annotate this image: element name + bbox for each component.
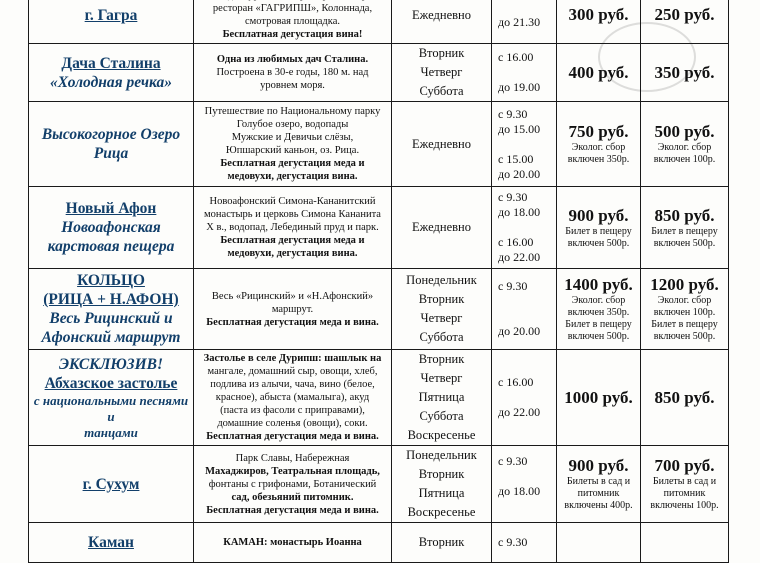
description-line: КАМАН: монастырь Иоанна [223,537,362,548]
table-row [29,0,729,44]
price-note: Билет в пещеру [565,319,632,330]
price-adult [557,350,641,446]
description-line: Парк Славы, Набережная [235,452,350,464]
table-row [29,350,729,446]
schedule-times [492,446,557,523]
time-label: с 16.00 [498,235,534,249]
day-label: Вторник [418,535,465,549]
time-label [498,469,556,484]
time-label: до 18.00 [498,484,541,498]
description-line: Построена в 30-е годы, 180 м. над [216,67,369,78]
time-label [498,309,556,324]
title-line: (РИЦА + Н.АФОН) [43,291,179,308]
price-note: включены 100р. [650,500,719,511]
excursion-title [29,102,194,187]
description-line: Новоафонский Симона-Кананитский [209,196,376,207]
description-line: X в., водопад, Лебединый пруд и парк. [206,222,379,233]
schedule-times [492,350,557,446]
title-line: Каман [88,534,134,551]
time-label [498,0,556,15]
description-line: подлива из алычи, чача, вино (белое, [210,379,375,390]
description-line: сад, обезьяний питомник. [231,491,354,503]
title-line: Афонский маршрут [41,329,181,346]
price-value: 900 руб. [568,205,629,225]
excursion-title [29,350,194,446]
time-label: до 20.00 [498,166,541,181]
price-value: 750 руб. [568,122,629,141]
title-line: Дача Сталина [61,54,161,72]
day-label: Понедельник [406,273,477,287]
day-label: Суббота [419,409,464,423]
price-value: 700 руб. [654,456,715,475]
time-label [498,65,556,80]
time-label: с 9.30 [498,535,528,549]
excursion-title [29,0,194,44]
table-row [29,269,729,350]
title-line: с национальными песнями и [33,392,189,424]
table-row [29,102,729,187]
schedule-times [492,0,557,44]
table-row [29,446,729,523]
description-line: домашние соленья (овощи), соки. [217,418,368,429]
price-child [641,350,729,446]
time-label [498,499,556,514]
day-label: Пятница [418,486,465,500]
time-label [498,360,556,375]
price-note: Эколог. сбор [571,142,626,153]
price-note: включен 500р. [567,331,630,342]
price-note: Билет в пещеру [565,225,632,237]
price-note: включены 400р. [564,500,633,511]
price-value: 1400 руб. [564,275,633,294]
description-line: Путешествие по Национальному парку [204,106,381,117]
title-line: Новоафонская [61,219,161,236]
time-label: до 15.00 [498,121,541,136]
time-label: до 22.00 [498,250,541,264]
day-label: Ежедневно [412,7,471,22]
price-adult [557,269,641,350]
excursion-description [194,523,392,563]
schedule-days [392,187,492,269]
excursion-title [29,446,194,523]
schedule-days [392,102,492,187]
price-note: Билеты в сад и [566,476,631,487]
time-label: до 18.00 [498,205,541,219]
schedule-times [492,523,557,563]
schedule-days [392,269,492,350]
price-note: Билеты в сад и [652,476,717,487]
excursion-table [28,0,729,563]
price-value: 400 руб. [568,62,629,82]
time-label [498,390,556,405]
day-label: Понедельник [406,448,477,462]
time-label: с 9.30 [498,279,528,293]
price-adult [557,446,641,523]
schedule-times [492,44,557,102]
day-label: Вторник [418,467,465,481]
description-line: Бесплатная дегустация меда и вина. [206,316,379,328]
description-line: мангале, домашний сыр, овощи, хлеб, [207,366,378,377]
title-line: Абхазское застолье [44,374,178,392]
excursion-description [194,269,392,350]
time-label: до 22.00 [498,405,541,419]
price-child [641,187,729,269]
schedule-times [492,269,557,350]
price-child [641,0,729,44]
table-row [29,187,729,269]
description-line: (паста из фасоли с приправами), [220,405,365,416]
day-label: Пятница [418,390,465,404]
time-label: до 19.00 [498,80,541,94]
price-value: 1200 руб. [650,275,719,294]
price-child [641,102,729,187]
time-label: с 16.00 [498,375,534,389]
time-label: с 9.30 [498,106,528,121]
schedule-days [392,44,492,102]
price-note: питомник [577,488,620,499]
description-line: Юпшарский каньон, оз. Рица. [225,145,360,156]
price-value: 900 руб. [568,456,629,475]
description-line: Весь «Рицинский» и «Н.Афонский» [211,290,374,302]
schedule-days [392,523,492,563]
price-note: Эколог. сбор [657,295,712,306]
schedule-times [492,102,557,187]
excursion-description [194,0,392,44]
day-label: Четверг [420,311,463,325]
price-note: включен 100р. [653,307,716,318]
time-label [498,420,556,435]
time-label: с 9.30 [498,454,528,468]
day-label: Суббота [419,84,464,98]
day-label: Воскресенье [407,428,476,442]
price-note: включен 500р. [567,237,630,249]
price-note: Эколог. сбор [571,295,626,306]
price-value: 250 руб. [654,5,715,24]
description-line: медовухи, дегустация вина. [227,248,358,259]
price-adult [557,0,641,44]
price-child [641,523,729,563]
excursion-description [194,446,392,523]
excursion-title [29,44,194,102]
title-line: г. Гагра [84,6,138,24]
description-line: медовухи, дегустация вина. [227,171,358,182]
day-label: Четверг [420,65,463,79]
title-line: Новый Афон [65,200,157,217]
title-line: г. Сухум [82,475,140,493]
time-label: до 20.00 [498,324,541,338]
schedule-days [392,446,492,523]
title-line: Высокогорное Озеро [41,126,181,143]
description-line: Голубое озеро, водопады [236,119,349,130]
price-note: Билет в пещеру [651,225,718,237]
time-label [498,294,556,309]
time-label [498,137,556,152]
price-note: включен 350р. [567,307,630,318]
price-value: 850 руб. [654,387,715,407]
price-note: включен 500р. [653,237,716,249]
description-line: Застолье в селе Дурипш: шашлык на [203,353,382,364]
price-adult [557,523,641,563]
day-label: Ежедневно [412,220,471,234]
description-line: Бесплатная дегустация меда и вина. [206,431,379,442]
description-line: смотровая площадка. [245,16,340,27]
price-note: включен 350р. [567,154,630,165]
description-line: фонтаны с грифонами, Ботанический [208,478,377,490]
price-adult [557,187,641,269]
description-line: Бесплатная дегустация меда и [220,235,365,246]
time-label: с 9.30 [498,190,528,204]
price-child [641,269,729,350]
price-adult [557,44,641,102]
price-value: 300 руб. [568,5,629,24]
price-value: 850 руб. [654,205,715,225]
day-label: Ежедневно [412,136,471,151]
excursion-description [194,350,392,446]
excursion-description [194,44,392,102]
table-row [29,523,729,563]
description-line: Бесплатная дегустация вина! [222,29,363,40]
description-line: ресторан «ГАГРИПШ», Колоннада, [212,3,373,14]
price-note: включен 100р. [653,154,716,165]
description-line: Одна из любимых дач Сталина. [216,54,369,65]
price-note: включен 500р. [653,331,716,342]
price-note: Эколог. сбор [657,142,712,153]
day-label: Суббота [419,330,464,344]
table-row [29,44,729,102]
description-line: уровнем моря. [260,80,325,91]
description-line: красное), абыста (мамалыга), акуд [215,392,370,403]
title-line: Рица [93,145,129,162]
title-line: карстовая пещера [47,238,175,255]
schedule-days [392,350,492,446]
schedule-times [492,187,557,269]
time-label: с 16.00 [498,50,534,64]
title-line: танцами [84,424,138,440]
time-label [498,220,556,235]
excursion-title [29,523,194,563]
price-adult [557,102,641,187]
price-note: Билет в пещеру [651,319,718,330]
time-label: до 21.30 [498,15,541,29]
price-value: 1000 руб. [564,387,633,407]
price-note: питомник [663,488,706,499]
day-label: Воскресенье [407,505,476,519]
excursion-description [194,102,392,187]
day-label: Вторник [418,46,465,60]
day-label: Вторник [418,352,465,366]
day-label: Вторник [418,292,465,306]
price-value: 500 руб. [654,122,715,141]
description-line: Бесплатная дегустация меда и [220,158,365,169]
price-child [641,446,729,523]
time-label: с 15.00 [498,151,534,166]
description-line: Мужские и Девичьи слёзы, [231,132,354,143]
price-child [641,44,729,102]
description-line: Бесплатная дегустация меда и вина. [206,504,379,516]
description-line: Махаджиров, Театральная площадь, [205,465,380,477]
price-value: 350 руб. [654,62,715,82]
excursion-title [29,187,194,269]
description-line: маршрут. [271,303,314,315]
schedule-days [392,0,492,44]
excursion-title [29,269,194,350]
title-line: КОЛЬЦО [77,272,145,289]
day-label: Четверг [420,371,463,385]
description-line: монастырь и церковь Симона Кананита [204,209,381,220]
title-line: Весь Рицинский и [49,310,173,327]
title-line: ЭКСКЛЮЗИВ! [58,355,164,373]
excursion-description [194,187,392,269]
title-line: «Холодная речка» [49,73,173,91]
